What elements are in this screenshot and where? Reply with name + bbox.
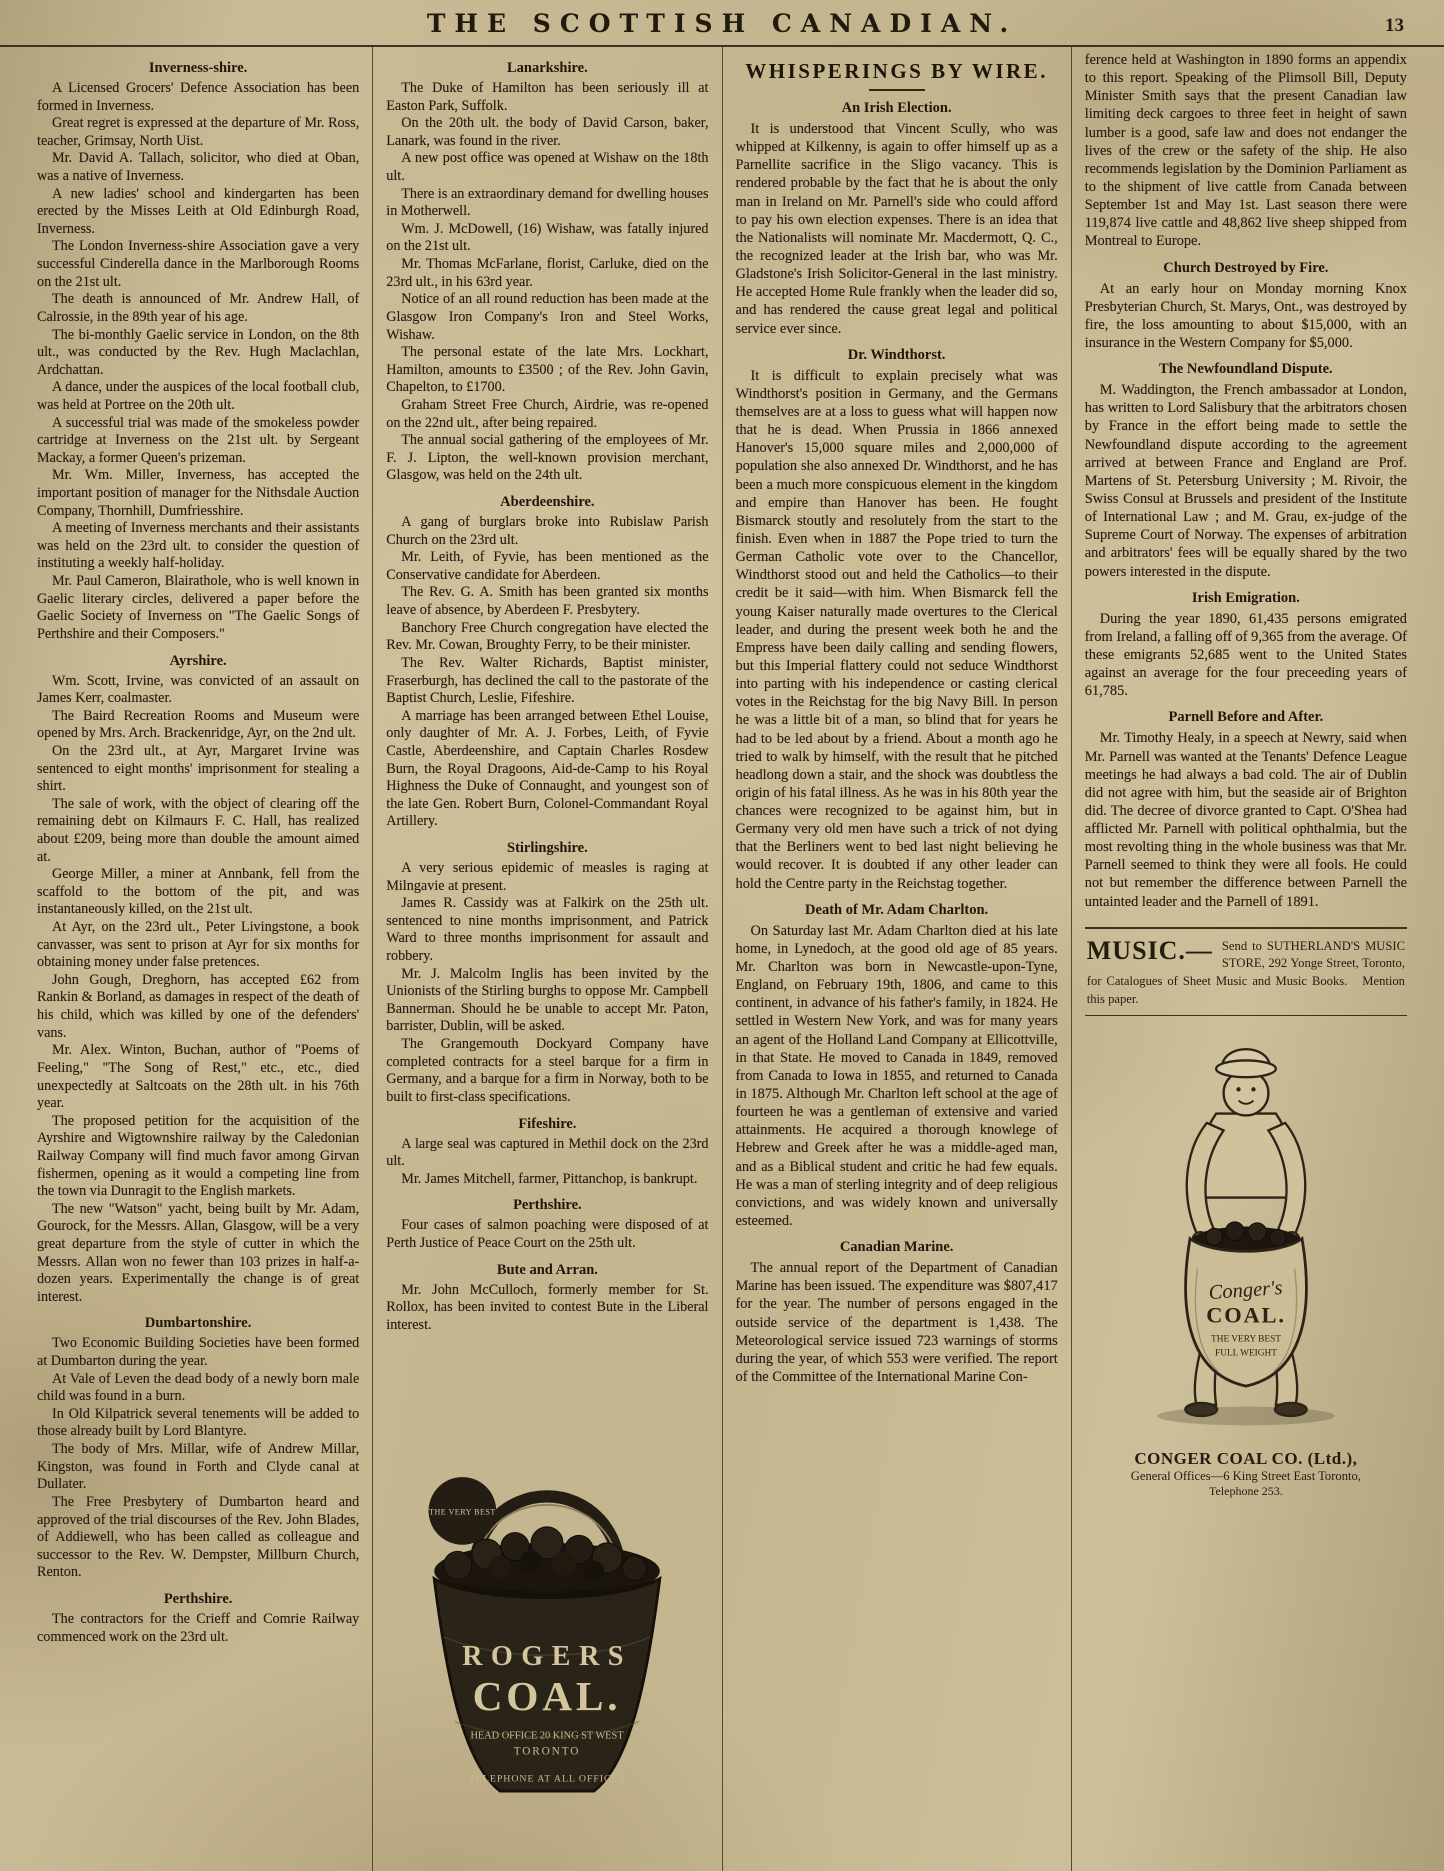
article-paragraph: It is difficult to explain precisely what was Windthorst's position in Germany, and the Germans themselves are at a loss to guess what will happen now that he is dead. When Prussia in 1866 annexed Hanover's 15,000 square miles and 2,000,000 of population she also annexed Dr. Windthorst, and he has been a much more conspicuous element in the kingdom and empire than Hanover has been. He fought Bismarck stoutly and resolutely from the start to the finish. Even when in 1887 the Pope tried to turn the German Catholic vote over to the Chancellor, Windthorst stood out and held the Catholics—to their credit be it said—with him. When Bismarck fell the young Kaiser naturally made overtures to the Clerical leader, and during the present week both he and the Empress have been daily calling and sending flowers, but this Imperial flattery could not seduce Windthorst into parting with his independence or casting clerical votes in the Reichstag for the big Navy Bill. In person he was a little bit of a man, so blind that for years he had to be led about by a friend. About a month ago he tried to walk by himself, with the result that he pitched headlong down a stair, and the shock was doubtless the origin of his fatal illness. As he was in his 80th year the chances were recognized to be against him, but in Germany very old men have such a trick of not dying that the Berliners went to bed last night believing he would recover. It is doubted if any other leader can hold the Centre party in the Reichstag together. — [735, 367, 1058, 892]
bag-text-congers: Conger's — [1207, 1277, 1284, 1305]
section-heading: Lanarkshire. — [507, 60, 588, 76]
rogers-tagline: THE VERY BEST — [429, 1508, 497, 1518]
article-paragraph: The Free Presbytery of Dumbarton heard and approved of the trial discourses of the Rev. John Blades, of Addiewell, who has been called as colleague and successor to the Rev. W. Dempster, Millburn Church, Renton. — [37, 1493, 360, 1581]
conger-company-name: CONGER COAL CO. (Ltd.), — [1134, 1449, 1358, 1469]
article-paragraph: Mr. Wm. Miller, Inverness, has accepted the important position of manager for the Nithsdale Auction Company, Thornhill, Dumfriesshire. — [37, 467, 360, 519]
bag-text-full-weight: FULL WEIGHT — [1214, 1348, 1277, 1359]
coal-scuttle-illustration — [406, 1352, 688, 1824]
section-heading: Dumbartonshire. — [144, 1315, 252, 1332]
article-paragraph: Banchory Free Church congregation have elected the Rev. Mr. Cowan, Broughty Ferry, to be their minister. — [386, 619, 709, 654]
section-heading: Church Destroyed by Fire. — [1163, 259, 1329, 276]
article-paragraph: Wm. J. McDowell, (16) Wishaw, was fatally injured on the 21st ult. — [386, 220, 709, 255]
rogers-product: COAL. — [473, 1673, 622, 1720]
rogers-brand: ROGERS — [462, 1641, 633, 1673]
article-paragraph: Wm. Scott, Irvine, was convicted of an assault on James Kerr, coalmaster. — [37, 672, 360, 707]
article-paragraph: A new ladies' school and kindergarten has been erected by the Misses Leith at Old Edinburgh Road, Inverness. — [37, 185, 360, 237]
column-1 — [24, 47, 372, 1871]
article-paragraph: A new post office was opened at Wishaw on the 18th ult. — [386, 150, 709, 185]
column-2 — [372, 47, 721, 1871]
section-heading: The Newfoundland Dispute. — [1159, 361, 1333, 378]
page-number: 13 — [1385, 15, 1404, 36]
article-paragraph: James R. Cassidy was at Falkirk on the 25th ult. sentenced to nine months imprisonment, and Patrick Ward to three months imprisonment for assault and robbery. — [386, 895, 709, 965]
section-heading: Inverness-shire. — [148, 60, 248, 76]
article-paragraph: Mr. J. Malcolm Inglis has been invited by the Unionists of the Stirling burghs to oppose Mr. Campbell Bannerman. Should he be unable to accept Mr. Paton, barrister, Dublin, will be asked. — [386, 965, 709, 1035]
conger-address: General Offices—6 King Street East Toronto, — [1130, 1469, 1361, 1484]
article-paragraph: Mr. James Mitchell, farmer, Pittanchop, is bankrupt. — [401, 1170, 698, 1187]
article-paragraph: The London Inverness-shire Association gave a very successful Cinderella dance in the Marlborough Rooms on the 21st ult. — [37, 238, 360, 290]
article-paragraph: During the year 1890, 61,435 persons emigrated from Ireland, a falling off of 9,365 from the average. Of these emigrants 52,685 went to the United States against an average for the four preceeding years of 61,785. — [1084, 610, 1407, 700]
article-paragraph: The contractors for the Crieff and Comrie Railway commenced work on the 23rd ult. — [37, 1610, 360, 1645]
article-paragraph: The annual report of the Department of Canadian Marine has been issued. The expenditure was $807,417 for the year. The number of persons engaged in the outside service of the department is 1,438. The Meteorological service issued 723 warnings of storms during the year, of which 553 were verified. The report of the Committee of the International Marine Con- — [735, 1260, 1058, 1385]
article-paragraph: The Baird Recreation Rooms and Museum were opened by Mrs. Arch. Brackenridge, Ayr, on the 2nd ult. — [37, 707, 360, 742]
headline-rule — [869, 89, 925, 91]
section-heading: Canadian Marine. — [839, 1239, 954, 1256]
section-heading: Death of Mr. Adam Charlton. — [805, 901, 989, 918]
section-heading: Ayrshire. — [169, 652, 227, 669]
article-paragraph: On Saturday last Mr. Adam Charlton died at his late home, in Lynedoch, at the good old age of 85 years. Mr. Charlton was born in Newcastle-upon-Tyne, England, on February 19th, 1806, and came to this continent, in advance of his father's family, in 1824. He settled in Western New York, and was for many years an agent of the Holland Land Company at Ellicottville, in that State. He moved to Canada in 1849, removed from Canada to Iowa in 1855, and returned to Canada in 1875. Although Mr. Charlton left school at the age of fourteen he was a gentleman of extensive and varied attainments. He acquired a thorough knowlege of Hebrew and Greek after he was a middle-aged man, and as a Biblical student and critic he had few equals. He was a man of sterling integrity and of deep religious convictions, and was widely known and universally esteemed. — [735, 922, 1058, 1230]
column-1-sections — [37, 60, 359, 1646]
conger-phone: Telephone 253. — [1208, 1484, 1283, 1499]
article-paragraph: The personal estate of the late Mrs. Lockhart, Hamilton, amounts to £3500 ; of the Rev. John Gavin, Chapelton, to £1700. — [386, 344, 709, 396]
column-4-sections — [1085, 51, 1407, 911]
music-ad-text: Send to SUTHERLAND'S MUSIC STORE, 292 Yonge Street, Toronto, for Catalogues of Sheet Music and Music Books. — [1086, 938, 1405, 989]
section-heading: Perthshire. — [163, 1590, 233, 1607]
article-paragraph: On the 23rd ult., at Ayr, Margaret Irvine was sentenced to eight months' imprisonment for stealing a shirt. — [37, 742, 360, 795]
ground-shadow — [1157, 1407, 1334, 1426]
article-paragraph: The proposed petition for the acquisition of the Ayrshire and Wigtownshire railway by the Caledonian Railway Company will find much favor among Girvan fishermen, opening as it would a competing line from the town via Dunragit to the English markets. — [37, 1112, 360, 1200]
article-paragraph: Mr. John McCulloch, formerly member for St. Rollox, has been invited to contest Bute in the Liberal interest. — [386, 1281, 709, 1333]
article-paragraph: At Vale of Leven the dead body of a newly born male child was found in a burn. — [37, 1370, 360, 1405]
boy-cap — [1216, 1049, 1276, 1077]
section-heading: Aberdeenshire. — [500, 494, 595, 511]
article-paragraph: On the 20th ult. the body of David Carson, baker, Lanark, was found in the river. — [386, 115, 709, 149]
boy-with-coal-basket-illustration — [1106, 1024, 1386, 1444]
article-paragraph: Mr. David A. Tallach, solicitor, who died at Oban, was a native of Inverness. — [37, 150, 360, 185]
article-paragraph: The new "Watson" yacht, being built by Mr. Adam, Gourock, for the Messrs. Allan, Glasgow, will be a very great departure from the style of cutter in which the Messrs. Allan won no fewer than 103 prizes in half-a-dozen years. Experimentally the change is of great interest. — [37, 1200, 360, 1305]
rogers-address-line3: TELEPHONE AT ALL OFFICES — [469, 1774, 626, 1786]
article-paragraph: John Gough, Dreghorn, has accepted £62 from Rankin & Borland, as damages in respect of the death of his child, which was killed by one of the defenders' vans. — [37, 971, 360, 1041]
conger-coal-ad — [1085, 1024, 1407, 1449]
article-paragraph: In Old Kilpatrick several tenements will be added to those already built by Lord Blantyre. — [37, 1405, 360, 1440]
article-paragraph: At an early hour on Monday morning Knox Presbyterian Church, St. Marys, Ont., was destroyed by fire, the loss amounting to about $15,000, with an insurance in the Western Company for $5,000. — [1084, 280, 1407, 351]
article-paragraph: Mr. Leith, of Fyvie, has been mentioned as the Conservative candidate for Aberdeen. — [386, 549, 709, 583]
article-paragraph: The bi-monthly Gaelic service in London, on the 8th ult., was conducted by the Rev. Hugh Maclachlan, Ardchattan. — [37, 326, 360, 378]
music-ad-note: Mention this paper. — [1086, 974, 1405, 1006]
article-paragraph: Great regret is expressed at the departure of Mr. Ross, teacher, Grimsay, North Uist. — [37, 115, 360, 149]
article-paragraph: Mr. Timothy Healy, in a speech at Newry, said when Mr. Parnell was wanted at the Tenants' Defence League meetings he had always a bad cold. The air of Dublin did not agree with him, but the seaside air of Brighton did. The decree of divorce granted to Capt. O'Shea had afflicted Mr. Parnell with political ophthalmia, but the most revolting thing in the whole business was that Mr. Parnell seemed to think they were all fools. He could not but remember the difference between Parnell the untainted leader and the Parnell of 1891. — [1084, 730, 1407, 910]
article-paragraph: A large seal was captured in Methil dock on the 23rd ult. — [386, 1135, 709, 1170]
bag-text-very-best: THE VERY BEST — [1210, 1334, 1281, 1345]
section-heading: Perthshire. — [513, 1197, 582, 1214]
article-paragraph: Notice of an all round reduction has been made at the Glasgow Iron Company's Iron and Steel Works, Wishaw. — [386, 291, 709, 343]
page-header — [0, 0, 1444, 47]
article-paragraph: Two Economic Building Societies have been formed at Dumbarton during the year. — [37, 1335, 360, 1370]
rogers-coal-ad — [386, 1352, 708, 1829]
article-paragraph: A gang of burglars broke into Rubislaw Parish Church on the 23rd ult. — [386, 514, 709, 548]
rogers-address-line2: TORONTO — [514, 1745, 581, 1758]
article-paragraph: A successful trial was made of the smokeless powder cartridge at Inverness on the 21st ult. by Sergeant Mackay, a former Queen's prizeman. — [37, 414, 360, 466]
wire-headline: WHISPERINGS BY WIRE. — [745, 59, 1048, 83]
article-paragraph: A meeting of Inverness merchants and their assistants was held on the 23rd ult. to consider the question of instituting a weekly half-holiday. — [37, 520, 360, 572]
article-paragraph: The Rev. G. A. Smith has been granted six months leave of absence, by Aberdeen F. Presbytery. — [386, 584, 709, 619]
article-paragraph: The Rev. Walter Richards, Baptist minister, Fraserburgh, has declined the call to the pastorate of the Baptist Church, Leslie, Fifeshire. — [386, 654, 709, 707]
column-layout — [0, 47, 1444, 1871]
article-paragraph: Mr. Thomas McFarlane, florist, Carluke, died on the 23rd ult., in his 63rd year. — [386, 256, 709, 290]
article-paragraph: There is an extraordinary demand for dwelling houses in Motherwell. — [386, 185, 709, 220]
article-paragraph: Four cases of salmon poaching were disposed of at Perth Justice of Peace Court on the 25th ult. — [386, 1217, 709, 1251]
article-paragraph: A very serious epidemic of measles is raging at Milngavie at present. — [386, 859, 709, 894]
article-paragraph: George Miller, a miner at Annbank, fell from the scaffold to the bottom of the pit, and was instantaneously killed, on the 21st ult. — [37, 866, 360, 918]
column-3 — [722, 47, 1071, 1871]
article-paragraph: M. Waddington, the French ambassador at London, has written to Lord Salisbury that the arbitrators chosen by France in the effort being made to settle the Newfoundland dispute according to the agreement arrived at between France and England are Prof. Martens of St. Petersburg University ; M. Rivoir, the Swiss Consul at Brussels and president of the Institute of International Law ; and M. Grau, ex-judge of the Supreme Court of Norway. The expenses of arbitration and arbitrators' fees will be equally shared by the two powers interested in the dispute. — [1084, 382, 1407, 580]
music-ad — [1085, 927, 1407, 1017]
section-heading: Stirlingshire. — [507, 839, 588, 856]
article-paragraph: Mr. Paul Cameron, Blairathole, who is well known in Gaelic literary circles, delivered a paper before the Gaelic Society of Inverness on "The Gaelic Songs of Perthshire and their Composers." — [37, 573, 360, 642]
article-paragraph: The death is announced of Mr. Andrew Hall, of Calrossie, in the 89th year of his age. — [37, 291, 360, 325]
article-paragraph: Mr. Alex. Winton, Buchan, author of "Poems of Feeling," "The Song of Rest," etc., etc., died unexpectedly at Saltcoats on the 28th ult. in his 76th year. — [37, 1042, 360, 1112]
section-heading: Bute and Arran. — [496, 1261, 598, 1278]
section-heading: Dr. Windthorst. — [847, 346, 946, 363]
article-paragraph: The Grangemouth Dockyard Company have completed contracts for a steel barque for a firm in Germany, and a barque for a firm in Norway, both to be built to first-class specifications. — [386, 1036, 709, 1105]
masthead-title: THE SCOTTISH CANADIAN. — [426, 9, 1018, 38]
bag-text-coal: COAL. — [1206, 1302, 1286, 1328]
article-paragraph: At Ayr, on the 23rd ult., Peter Livingstone, a book canvasser, was sent to prison at Ayr for six months for obtaining money under false pretences. — [37, 919, 360, 971]
column-2-sections — [386, 60, 708, 1334]
column-3-sections — [736, 100, 1058, 1386]
article-paragraph: The body of Mrs. Millar, wife of Andrew Millar, Kingston, was found in Forth and Clyde canal at Dullater. — [37, 1441, 360, 1493]
section-heading: An Irish Election. — [841, 100, 952, 116]
article-paragraph: The annual social gathering of the employees of Mr. F. J. Lipton, the well-known provision merchant, Glasgow, was held on the 24th ult. — [386, 432, 709, 484]
section-heading: Parnell Before and After. — [1168, 709, 1324, 726]
article-paragraph: Graham Street Free Church, Airdrie, was re-opened on the 22nd ult., after being repaired. — [386, 396, 709, 431]
section-heading: Fifeshire. — [518, 1115, 577, 1132]
rogers-address-line1: HEAD OFFICE 20 KING ST WEST — [470, 1730, 624, 1742]
music-ad-title: MUSIC.— — [1086, 935, 1213, 965]
article-paragraph: A dance, under the auspices of the local football club, was held at Portree on the 20th ult. — [37, 379, 360, 413]
article-paragraph: A marriage has been arranged between Ethel Louise, only daughter of Mr. A. J. Forbes, Leith, of Fyvie Castle, Aberdeenshire, and Captain Charles Rosdew Burn, the Royal Dragoons, Aid-de-Camp to his Royal Highness the Duke of Connaught, and youngest son of the late Gen. Robert Burn, Colonel-Commandant Royal Artillery. — [386, 707, 709, 830]
article-paragraph: A Licensed Grocers' Defence Association has been formed in Inverness. — [37, 80, 360, 114]
section-heading: Irish Emigration. — [1191, 589, 1300, 606]
article-paragraph: The Duke of Hamilton has been seriously ill at Easton Park, Suffolk. — [386, 80, 709, 114]
column-4 — [1071, 47, 1420, 1871]
article-paragraph: It is understood that Vincent Scully, who was whipped at Kilkenny, is again to offer himself up as a Parnellite sacrifice in the Sligo vacancy. This is rendered probable by the fact that he is about the only man in Ireland on Mr. Parnell's side who could afford to pay his own election expenses. There is an idea that the Nationalists will nominate Mr. Macdermott, Q. C., the recognized leader at the Irish bar, who was Mr. Gladstone's Irish Solicitor-General in the last ministry. He accepted Home Rule frankly when the leader did so, and has rendered the cause great legal and political service ever since. — [735, 121, 1058, 337]
article-paragraph: ference held at Washington in 1890 forms an appendix to this report. Speaking of the Plimsoll Bill, Deputy Minister Smith says that the present Canadian law limiting deck cargoes to three feet in height of sawn lumber is a good, safe law and does not endanger the lives of the crew or the safety of the ship. He also recommends legislation by the Dominion Parliament as to the shipment of live cattle from Canada between September 1st and May 1st. Last season there were 119,874 live cattle and 48,862 live sheep shipped from Montreal to Europe. — [1084, 52, 1407, 250]
article-paragraph: The sale of work, with the object of clearing off the remaining debt on Kilmaurs F. C. Hall, has realized about £209, being more than double the amount aimed at. — [37, 795, 360, 865]
